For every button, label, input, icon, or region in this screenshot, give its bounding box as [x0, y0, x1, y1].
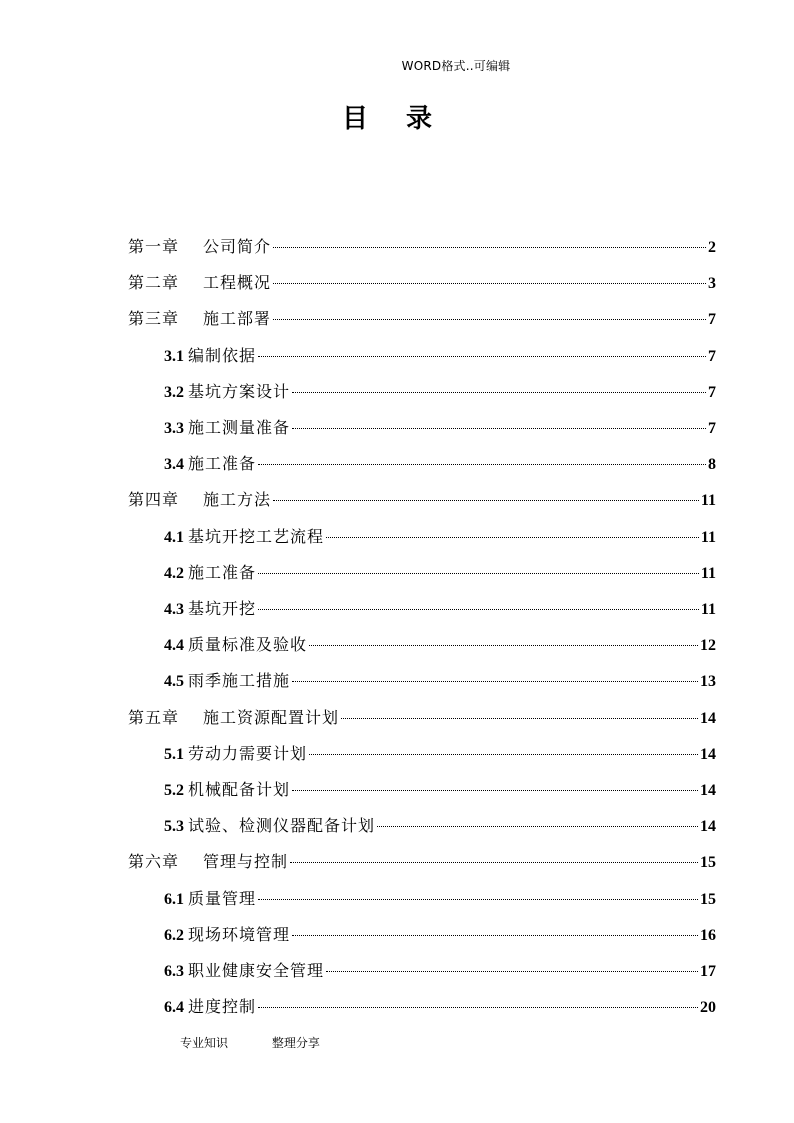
toc-entry-label — [164, 917, 290, 954]
toc-entry[interactable] — [128, 482, 716, 518]
toc-entry-title: 雨季施工措施 — [188, 671, 291, 691]
toc-entry-label — [128, 229, 271, 265]
toc-entry[interactable] — [164, 446, 716, 482]
toc-entry-page: 11 — [700, 492, 716, 510]
toc-entry-title: 施工方法 — [203, 490, 272, 510]
toc-dot-leader — [273, 247, 706, 248]
toc-dot-leader — [326, 971, 698, 972]
toc-entry-page: 20 — [700, 999, 716, 1017]
footer — [180, 1034, 320, 1051]
toc-entry[interactable] — [128, 229, 716, 265]
toc-entry-page: 7 — [708, 383, 716, 401]
toc-dot-leader — [309, 754, 698, 755]
toc-entry-label — [164, 881, 256, 918]
toc-dot-leader — [377, 826, 698, 827]
toc-dot-leader — [258, 573, 699, 574]
toc-entry-number: 第一章 — [128, 237, 180, 256]
toc-entry[interactable] — [128, 844, 716, 880]
footer-left-text: 专业知识 — [180, 1036, 229, 1050]
toc-dot-leader — [326, 537, 699, 538]
toc-entry-title: 工程概况 — [203, 273, 272, 293]
toc-entry-number: 3.4 — [164, 456, 184, 474]
toc-entry-number: 5.3 — [164, 818, 184, 836]
toc-entry-number: 3.3 — [164, 420, 184, 437]
toc-entry-label — [164, 374, 290, 411]
toc-entry-page: 16 — [700, 926, 716, 944]
toc-entry[interactable] — [128, 301, 716, 337]
toc-entry[interactable] — [164, 917, 716, 953]
toc-entry-page: 13 — [700, 673, 716, 691]
toc-dot-leader — [258, 464, 706, 465]
toc-entry[interactable] — [164, 736, 716, 772]
toc-entry-label — [164, 519, 324, 556]
toc-entry-title: 质量管理 — [188, 888, 257, 908]
toc-dot-leader — [290, 862, 698, 863]
toc-entry-number: 6.2 — [164, 926, 184, 944]
toc-entry-title: 施工部署 — [203, 309, 272, 329]
toc-entry[interactable] — [164, 555, 716, 591]
toc-entry-number: 第三章 — [128, 309, 180, 329]
toc-entry-page: 3 — [708, 275, 716, 293]
toc-entry[interactable] — [164, 953, 716, 989]
toc-entry-page: 14 — [700, 782, 716, 799]
toc-entry[interactable] — [164, 410, 716, 446]
toc-entry[interactable] — [164, 663, 716, 699]
toc-dot-leader — [273, 500, 699, 501]
toc-dot-leader — [273, 283, 706, 284]
toc-entry-number: 5.1 — [164, 745, 184, 763]
toc-entry-number: 4.4 — [164, 637, 184, 655]
toc-entry-title: 施工准备 — [188, 562, 257, 582]
toc-entry-page: 2 — [708, 239, 716, 256]
toc-dot-leader — [258, 1007, 698, 1008]
toc-entry-title: 基坑开挖工艺流程 — [188, 526, 325, 546]
toc-entry-number: 4.3 — [164, 601, 184, 618]
toc-entry-label — [164, 627, 307, 664]
toc-entry[interactable] — [164, 772, 716, 808]
toc-entry-title: 基坑开挖 — [188, 599, 257, 618]
toc-entry-label — [128, 301, 271, 337]
toc-entry-number: 第五章 — [128, 707, 180, 727]
toc-entry-title: 施工测量准备 — [188, 418, 291, 437]
toc-entry-page: 7 — [708, 347, 716, 365]
toc-entry-number: 4.2 — [164, 564, 184, 582]
toc-entry[interactable] — [164, 881, 716, 917]
toc-entry-label — [128, 482, 271, 518]
toc-entry-number: 3.1 — [164, 347, 184, 365]
toc-entry-page: 11 — [700, 564, 716, 582]
toc-entry-number: 3.2 — [164, 383, 184, 401]
toc-entry-title: 施工准备 — [188, 454, 257, 474]
toc-entry[interactable] — [164, 808, 716, 844]
header-note: WORD格式..可编辑 — [401, 59, 511, 73]
toc-entry-label — [164, 808, 375, 845]
toc-entry-label — [128, 844, 288, 880]
toc-entry-page: 11 — [700, 601, 716, 618]
toc-entry-page: 12 — [700, 637, 716, 655]
toc-entry-page: 11 — [700, 528, 716, 546]
toc-entry[interactable] — [164, 591, 716, 627]
toc-entry-title: 质量标准及验收 — [188, 635, 308, 655]
toc-entry-label — [164, 555, 256, 592]
toc-entry-title: 管理与控制 — [203, 852, 289, 872]
toc-dot-leader — [341, 718, 698, 719]
toc-entry-number: 4.5 — [164, 673, 184, 691]
toc-entry-page: 15 — [700, 890, 716, 908]
footer-right-text: 整理分享 — [271, 1036, 320, 1050]
toc-entry-label — [164, 663, 290, 700]
toc-entry-page: 8 — [708, 456, 716, 474]
page-title: 目录 — [341, 104, 470, 134]
toc-entry-page: 14 — [700, 818, 716, 836]
toc-entry-title: 机械配备计划 — [188, 780, 291, 799]
toc-entry[interactable] — [164, 374, 716, 410]
toc-entry-label — [164, 989, 256, 1026]
toc-entry-number: 第二章 — [128, 273, 180, 293]
toc-entry-label — [164, 736, 307, 773]
toc-entry-title: 现场环境管理 — [188, 924, 291, 944]
toc-entry-title: 施工资源配置计划 — [203, 707, 340, 727]
toc-entry-title: 编制依据 — [188, 345, 257, 365]
toc-dot-leader — [273, 319, 706, 320]
toc-entry-number: 6.3 — [164, 963, 184, 980]
toc-entry[interactable] — [164, 627, 716, 663]
toc-dot-leader — [292, 392, 706, 393]
toc-dot-leader — [258, 356, 706, 357]
toc-entry[interactable] — [164, 989, 716, 1025]
toc-entry[interactable] — [128, 265, 716, 301]
toc-entry-page: 14 — [700, 709, 716, 727]
toc-entry-label — [128, 700, 339, 736]
toc-entry-page: 7 — [708, 311, 716, 329]
toc-entry-title: 职业健康安全管理 — [188, 961, 325, 980]
toc-dot-leader — [292, 428, 706, 429]
toc-entry-title: 基坑方案设计 — [188, 381, 291, 401]
toc-entry-number: 6.4 — [164, 999, 184, 1017]
toc-entry-number: 4.1 — [164, 528, 184, 546]
toc-dot-leader — [292, 790, 698, 791]
toc-entry-number: 5.2 — [164, 782, 184, 799]
toc-entry-title: 公司简介 — [203, 237, 272, 256]
toc-entry-label — [164, 953, 324, 990]
toc-dot-leader — [258, 609, 699, 610]
toc-entry-page: 7 — [708, 420, 716, 437]
toc-entry-number: 第六章 — [128, 852, 180, 872]
toc-entry-page: 15 — [700, 854, 716, 872]
toc-entry-label — [164, 446, 256, 483]
toc-entry-page: 17 — [700, 963, 716, 980]
toc-entry[interactable] — [164, 519, 716, 555]
toc-entry-label — [164, 410, 290, 447]
toc-entry-label — [164, 772, 290, 809]
toc-dot-leader — [292, 681, 698, 682]
toc-entry-label — [164, 338, 256, 375]
toc-entry-number: 第四章 — [128, 490, 180, 510]
toc-entry-title: 进度控制 — [188, 997, 257, 1017]
toc-entry-label — [128, 265, 271, 301]
toc-entry-title: 试验、检测仪器配备计划 — [188, 816, 376, 836]
toc-entry-label — [164, 591, 256, 628]
toc-dot-leader — [292, 935, 698, 936]
toc-dot-leader — [258, 899, 698, 900]
toc-entry[interactable] — [164, 338, 716, 374]
toc-entry-number: 6.1 — [164, 890, 184, 908]
toc-dot-leader — [309, 645, 698, 646]
toc-entry[interactable] — [128, 700, 716, 736]
toc-entry-page: 14 — [700, 745, 716, 763]
toc-entry-title: 劳动力需要计划 — [188, 743, 308, 763]
